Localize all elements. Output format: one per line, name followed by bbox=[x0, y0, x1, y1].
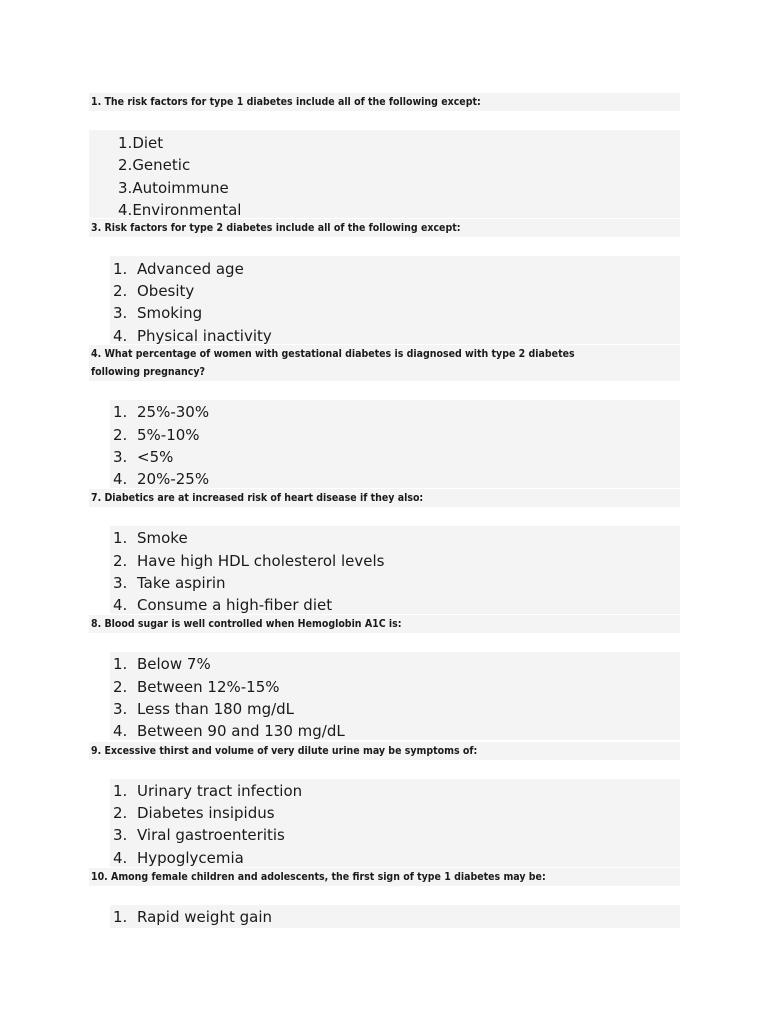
question-10-options bbox=[110, 905, 680, 928]
question-1-options bbox=[89, 130, 680, 218]
q8-option-1 bbox=[113, 653, 211, 675]
question-3-text: 3. Risk factors for type 2 diabetes include all of the following except: bbox=[91, 222, 461, 234]
option-text: 20%-25% bbox=[137, 470, 210, 488]
option-text: Smoke bbox=[137, 529, 188, 547]
option-text: Diet bbox=[132, 134, 164, 152]
q9-option-2 bbox=[113, 802, 275, 824]
option-number: 4. bbox=[118, 201, 133, 219]
q8-option-4 bbox=[113, 720, 345, 742]
question-4-text-line1: 4. What percentage of women with gestational diabetes is diagnosed with type 2 diabetes bbox=[91, 348, 575, 360]
q1-option-1 bbox=[118, 132, 163, 154]
option-number: 2. bbox=[118, 156, 133, 174]
q4-option-2 bbox=[113, 424, 200, 446]
q7-option-2 bbox=[113, 550, 384, 572]
option-text: Have high HDL cholesterol levels bbox=[137, 552, 385, 570]
option-text: 5%-10% bbox=[137, 426, 200, 444]
q3-option-3 bbox=[113, 302, 202, 324]
q3-option-2 bbox=[113, 280, 194, 302]
option-text: Advanced age bbox=[137, 260, 244, 278]
q4-option-1 bbox=[113, 401, 209, 423]
question-4-options bbox=[110, 400, 680, 488]
option-number: 3. bbox=[113, 304, 128, 322]
option-number: 4. bbox=[113, 849, 128, 867]
option-number: 3. bbox=[118, 179, 133, 197]
question-8-text: 8. Blood sugar is well controlled when Hemoglobin A1C is: bbox=[91, 618, 402, 630]
option-text: Diabetes insipidus bbox=[137, 804, 275, 822]
question-3-heading bbox=[89, 219, 680, 237]
option-number: 1. bbox=[113, 260, 128, 278]
q9-option-1 bbox=[113, 780, 302, 802]
option-text: Environmental bbox=[132, 201, 242, 219]
question-9-options bbox=[110, 779, 680, 867]
option-text: Below 7% bbox=[137, 655, 211, 673]
option-text: Viral gastroenteritis bbox=[137, 826, 285, 844]
option-text: Urinary tract infection bbox=[137, 782, 303, 800]
option-text: Between 12%-15% bbox=[137, 678, 280, 696]
option-text: Obesity bbox=[137, 282, 195, 300]
option-number: 4. bbox=[113, 722, 128, 740]
option-number: 3. bbox=[113, 700, 128, 718]
option-number: 4. bbox=[113, 327, 128, 345]
option-text: Rapid weight gain bbox=[137, 908, 272, 926]
option-number: 1. bbox=[113, 403, 128, 421]
option-number: 1. bbox=[113, 529, 128, 547]
question-4-text-line2: following pregnancy? bbox=[91, 366, 205, 378]
option-text: Less than 180 mg/dL bbox=[137, 700, 295, 718]
option-number: 2. bbox=[113, 678, 128, 696]
option-text: Autoimmune bbox=[132, 179, 229, 197]
q9-option-3 bbox=[113, 824, 285, 846]
question-10-heading bbox=[89, 868, 680, 886]
question-7-options bbox=[110, 526, 680, 614]
option-number: 1. bbox=[113, 908, 128, 926]
option-number: 1. bbox=[118, 134, 133, 152]
option-number: 2. bbox=[113, 282, 128, 300]
q3-option-4 bbox=[113, 325, 272, 347]
question-7-heading bbox=[89, 489, 680, 507]
q1-option-4 bbox=[118, 199, 241, 221]
q1-option-2 bbox=[118, 154, 190, 176]
option-text: Consume a high-fiber diet bbox=[137, 596, 333, 614]
question-3-options bbox=[110, 256, 680, 344]
q4-option-3 bbox=[113, 446, 173, 468]
option-text: Genetic bbox=[132, 156, 191, 174]
option-text: Take aspirin bbox=[137, 574, 226, 592]
question-1-text: 1. The risk factors for type 1 diabetes include all of the following except: bbox=[91, 96, 481, 108]
option-text: Smoking bbox=[137, 304, 203, 322]
option-text: Hypoglycemia bbox=[137, 849, 244, 867]
q7-option-4 bbox=[113, 594, 332, 616]
q7-option-3 bbox=[113, 572, 226, 594]
question-9-heading bbox=[89, 742, 680, 760]
q1-option-3 bbox=[118, 177, 229, 199]
q4-option-4 bbox=[113, 468, 209, 490]
q8-option-2 bbox=[113, 676, 280, 698]
option-number: 4. bbox=[113, 596, 128, 614]
question-4-heading bbox=[89, 345, 680, 381]
option-text: Between 90 and 130 mg/dL bbox=[137, 722, 345, 740]
q7-option-1 bbox=[113, 527, 188, 549]
option-number: 3. bbox=[113, 826, 128, 844]
option-number: 2. bbox=[113, 426, 128, 444]
q9-option-4 bbox=[113, 847, 244, 869]
option-number: 1. bbox=[113, 782, 128, 800]
option-text: 25%-30% bbox=[137, 403, 210, 421]
option-number: 2. bbox=[113, 552, 128, 570]
q3-option-1 bbox=[113, 258, 244, 280]
option-text: Physical inactivity bbox=[137, 327, 272, 345]
option-text: <5% bbox=[137, 448, 174, 466]
option-number: 2. bbox=[113, 804, 128, 822]
question-8-options bbox=[110, 652, 680, 740]
question-8-heading bbox=[89, 615, 680, 633]
option-number: 1. bbox=[113, 655, 128, 673]
question-10-text: 10. Among female children and adolescents, the first sign of type 1 diabetes may be: bbox=[91, 871, 546, 883]
option-number: 3. bbox=[113, 574, 128, 592]
option-number: 4. bbox=[113, 470, 128, 488]
option-number: 3. bbox=[113, 448, 128, 466]
question-7-text: 7. Diabetics are at increased risk of heart disease if they also: bbox=[91, 492, 424, 504]
question-1-heading bbox=[89, 93, 680, 111]
q10-option-1 bbox=[113, 906, 272, 928]
q8-option-3 bbox=[113, 698, 294, 720]
question-9-text: 9. Excessive thirst and volume of very dilute urine may be symptoms of: bbox=[91, 745, 478, 757]
